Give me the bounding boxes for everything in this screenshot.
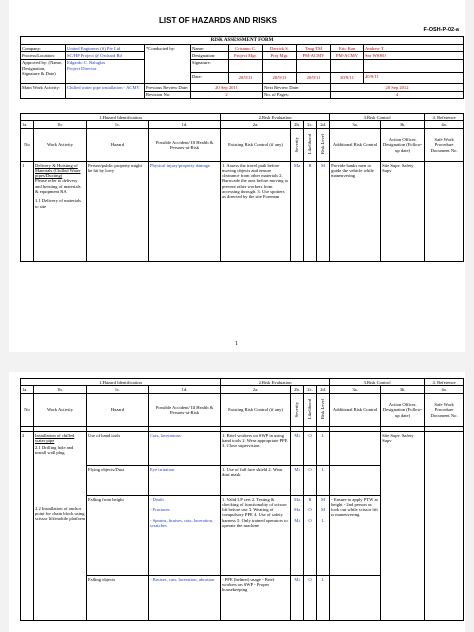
subcode: 3a.: [330, 386, 381, 393]
col-header-hazard: Hazard: [87, 128, 149, 161]
row-likelihood: O: [304, 465, 317, 495]
signature-cell: [297, 59, 331, 72]
col-header-severity-text: Severity: [294, 401, 300, 417]
person-designation: Snr WSHO: [364, 52, 464, 59]
signature-cell: [229, 59, 263, 72]
activity-sub: 2.1 Drilling hole and install wall plug: [35, 445, 74, 456]
row-activity: [34, 161, 87, 261]
row-likelihood: O: [304, 575, 317, 620]
row-risklevel: M M L: [317, 495, 330, 575]
pages-value: 4: [331, 91, 464, 98]
row-existing: 1. Assess the travel path before moving objects and ensure clearance from other materials 2. Barricade the area before moving to prevent other workers from accessing through. 3. Use spotters as directed by the site Foreman: [221, 161, 291, 261]
row-severity: Mi: [291, 465, 304, 495]
pages-label: No. of Pages:: [263, 91, 331, 98]
approved-name: Edgardo C. Baluglas: [67, 60, 106, 66]
col-header-procedure: Safe Work Procedure Document No.: [425, 393, 464, 426]
col-header-likelihood: [304, 393, 317, 426]
subcode: 2d.: [317, 386, 330, 393]
form-code: F-OSH-P-02-a: [423, 27, 459, 33]
activity-sub: 1.1 Delivery of materials to site: [35, 198, 81, 209]
signature-label: Signature:: [191, 59, 229, 72]
row-hazard: Falling objects: [87, 575, 149, 620]
company-label: Company:: [21, 44, 66, 51]
row-accident: Eye irritation: [149, 465, 221, 495]
section-reference: 4. Reference: [425, 114, 464, 121]
person-name: Tang TM: [297, 44, 331, 51]
col-header-risklevel: [317, 393, 330, 426]
row-accident: - Death - Fractures - Sprains, bruises, cuts, laceration, scratches: [149, 495, 221, 575]
row-existing: 1. Brief workers on SWP in using hand tools 2. Wear appropriate PPE 3. Close supervision: [221, 431, 291, 465]
revision-label: Revision No:: [145, 91, 191, 98]
row-accident: Physical injury/property damage: [149, 161, 221, 261]
section-control: 3.Risk Control: [330, 379, 425, 386]
subcode: 2a.: [221, 386, 291, 393]
subcode: 3b.: [381, 386, 425, 393]
name-label: Name:: [191, 44, 229, 51]
row-likelihood: R O O: [304, 495, 317, 575]
col-header-existing: Existing Risk Control (if any): [221, 393, 291, 426]
row-hazard: Falling from height: [87, 495, 149, 575]
row-accident: Cuts, lacerations: [149, 431, 221, 465]
row-procedure: [425, 161, 464, 261]
subcode: 1d.: [149, 386, 221, 393]
row-additional: [330, 431, 381, 465]
subcode: 2b.: [291, 121, 304, 128]
row-severity: Ma Ma Mi: [291, 495, 304, 575]
approved-designation: Project Director: [67, 65, 97, 71]
signature-cell: [331, 59, 364, 72]
subcode: 2c.: [304, 121, 317, 128]
row-accident: - Bruises, cuts, laceration, abrasion: [149, 575, 221, 620]
subcode: 1c.: [87, 121, 149, 128]
risk-table-page2: [20, 378, 464, 621]
subcode: 2a.: [221, 121, 291, 128]
subcode: 1a.: [21, 386, 34, 393]
subcode: 2d.: [317, 121, 330, 128]
col-header-officer: Action Officer, Designation (Follow-up date): [381, 128, 425, 161]
row-hazard: Use of hand tools: [87, 431, 149, 465]
process-value: SC/HP Project @ Orchard Rd: [66, 52, 145, 59]
person-designation: Project Mgr.: [229, 52, 263, 59]
row-severity: Mi: [291, 575, 304, 620]
row-hazard: Person/public property might be hit by lorry: [87, 161, 149, 261]
col-header-additional: Additional Risk Control: [330, 393, 381, 426]
col-header-risklevel-text: Risk Level: [320, 399, 326, 420]
col-header-risklevel-text: Risk Level: [320, 134, 326, 155]
row-officer: Site Supv. Safety Supv: [381, 431, 425, 620]
subcode: 3a.: [330, 121, 381, 128]
col-header-risklevel: [317, 128, 330, 161]
person-name: Derrick S.: [263, 44, 297, 51]
col-header-no: No: [21, 393, 34, 426]
col-header-no: No: [21, 128, 34, 161]
col-header-accident: Possible Accident/ Ill Health & Persons-at-Risk: [149, 128, 221, 161]
col-header-activity: Work Activity: [34, 393, 87, 426]
col-header-accident: Possible Accident/ Ill Health & Persons-at-Risk: [149, 393, 221, 426]
prev-review-value: 20 Sep 2011: [191, 84, 263, 91]
prev-review-label: Previous Review Date:: [145, 84, 191, 91]
person-date: 20/9/11: [297, 73, 331, 84]
activity-title: Delivery & Hoisting of Materials (Chilled Water pipes/Ducting): [35, 162, 81, 179]
subcode: 1d.: [149, 121, 221, 128]
section-hazard: 1.Hazard Identification: [21, 114, 221, 121]
next-review-label: Next Review Date:: [263, 84, 331, 91]
col-header-severity: [291, 393, 304, 426]
header-info-table: [20, 36, 464, 99]
subcode: 1b.: [34, 386, 87, 393]
subcode: 1c.: [87, 386, 149, 393]
section-risk: 2.Risk Evaluation: [221, 379, 330, 386]
col-header-likelihood-text: Likelihood: [307, 399, 313, 420]
date-label: Date:: [191, 73, 229, 84]
col-header-likelihood-text: Likelihood: [307, 134, 313, 155]
row-activity: [34, 431, 87, 620]
person-name: Andrew T.: [364, 44, 464, 51]
row-risklevel: L: [317, 575, 330, 620]
row-additional: [330, 465, 381, 495]
section-control: 3.Risk Control: [330, 114, 425, 121]
subcode: 3b.: [381, 121, 425, 128]
mainwork-label: Main Work Activity:: [21, 84, 66, 99]
row-no: 1: [21, 161, 34, 261]
row-existing: 1. Use of full face shield 2. Wear dust mask: [221, 465, 291, 495]
row-severity: Ma: [291, 161, 304, 261]
col-header-procedure: Safe Work Procedure Document No.: [425, 128, 464, 161]
signature-cell: [364, 59, 464, 72]
row-risklevel: M: [317, 161, 330, 261]
subcode: 4a.: [425, 386, 464, 393]
person-name: Eric Kan: [331, 44, 364, 51]
subcode: 1b.: [34, 121, 87, 128]
revision-value: 2: [191, 91, 263, 98]
person-designation: PM-ACMV: [331, 52, 364, 59]
row-additional: [330, 575, 381, 620]
col-header-severity-text: Severity: [294, 136, 300, 152]
subcode: 2b.: [291, 386, 304, 393]
form-subtitle: RISK ASSESSMENT FORM: [21, 37, 464, 45]
row-likelihood: R: [304, 161, 317, 261]
activity-body: Please refer to delivery and hoisting of materials & equipment RA: [35, 178, 81, 194]
person-name: Crisanto C.: [229, 44, 263, 51]
row-risklevel: L: [317, 465, 330, 495]
designation-label: Designation:: [191, 52, 229, 59]
form-page-1: [9, 0, 465, 352]
col-header-officer: Action Officer, Designation (Follow-up date): [381, 393, 425, 426]
col-header-likelihood: [304, 128, 317, 161]
approved-cell: [66, 59, 145, 83]
process-label: Process/Location:: [21, 52, 66, 59]
person-date: 20/9/11: [364, 73, 464, 84]
activity-title: Installation of chilled water pipe: [35, 432, 75, 443]
row-additional: - Ensure to apply PTW at height - 2nd person as look out while scissor lift is maneuvering.: [330, 495, 381, 575]
row-additional: Provide banks men to guide the vehicle while maneuvering: [330, 161, 381, 261]
row-officer: Site Supv. Safety Supv: [381, 161, 425, 261]
row-likelihood: O: [304, 431, 317, 465]
activity-sub: 2.2 Installation of anchor point for chain block using scissor lift/mobile platform: [35, 505, 86, 522]
row-no: 2: [21, 431, 34, 620]
subcode: 4a.: [425, 121, 464, 128]
subcode: 2c.: [304, 386, 317, 393]
person-date: 20/9/11: [263, 73, 297, 84]
col-header-additional: Additional Risk Control: [330, 128, 381, 161]
section-hazard: 1.Hazard Identification: [21, 379, 221, 386]
person-date: 20/9/11: [331, 73, 364, 84]
conducted-label: *Conducted by:: [145, 44, 191, 83]
row-procedure: [425, 431, 464, 620]
row-risklevel: L: [317, 431, 330, 465]
row-hazard: Flying objects/Dust: [87, 465, 149, 495]
section-risk: 2.Risk Evaluation: [221, 114, 330, 121]
page-number: 1: [235, 341, 238, 347]
person-designation: Proj Mgr.: [263, 52, 297, 59]
col-header-hazard: Hazard: [87, 393, 149, 426]
col-header-activity: Work Activity: [34, 128, 87, 161]
mainwork-value: Chilled water pipe installation - ACMV: [66, 84, 145, 99]
approved-label: Approved by: (Name, Designation, Signature & Date): [21, 59, 66, 83]
person-date: 20/9/11: [229, 73, 263, 84]
risk-table-page1: [20, 113, 464, 262]
col-header-severity: [291, 128, 304, 161]
company-value: United Engineers (S) Pte Ltd: [66, 44, 145, 51]
page-title: LIST OF HAZARDS AND RISKS: [159, 16, 277, 25]
col-header-existing: Existing Risk Control (if any): [221, 128, 291, 161]
person-designation: PM-ACMV: [297, 52, 331, 59]
row-severity: Mi: [291, 431, 304, 465]
next-review-value: 20 Sep 2012: [331, 84, 464, 91]
row-existing: 1. Valid LP cert 2. Testing & checking of functionality of scissor lift before use 3. Wearing of compulsory PPE 4. Use of safety harness 5. Only trained operators to operate the machine: [221, 495, 291, 575]
signature-cell: [263, 59, 297, 72]
row-existing: - PPE (helmet) usage - Brief workers on SWP - Proper housekeeping: [221, 575, 291, 620]
subcode: 1a.: [21, 121, 34, 128]
section-reference: 4. Reference: [425, 379, 464, 386]
form-page-2: [9, 372, 465, 632]
